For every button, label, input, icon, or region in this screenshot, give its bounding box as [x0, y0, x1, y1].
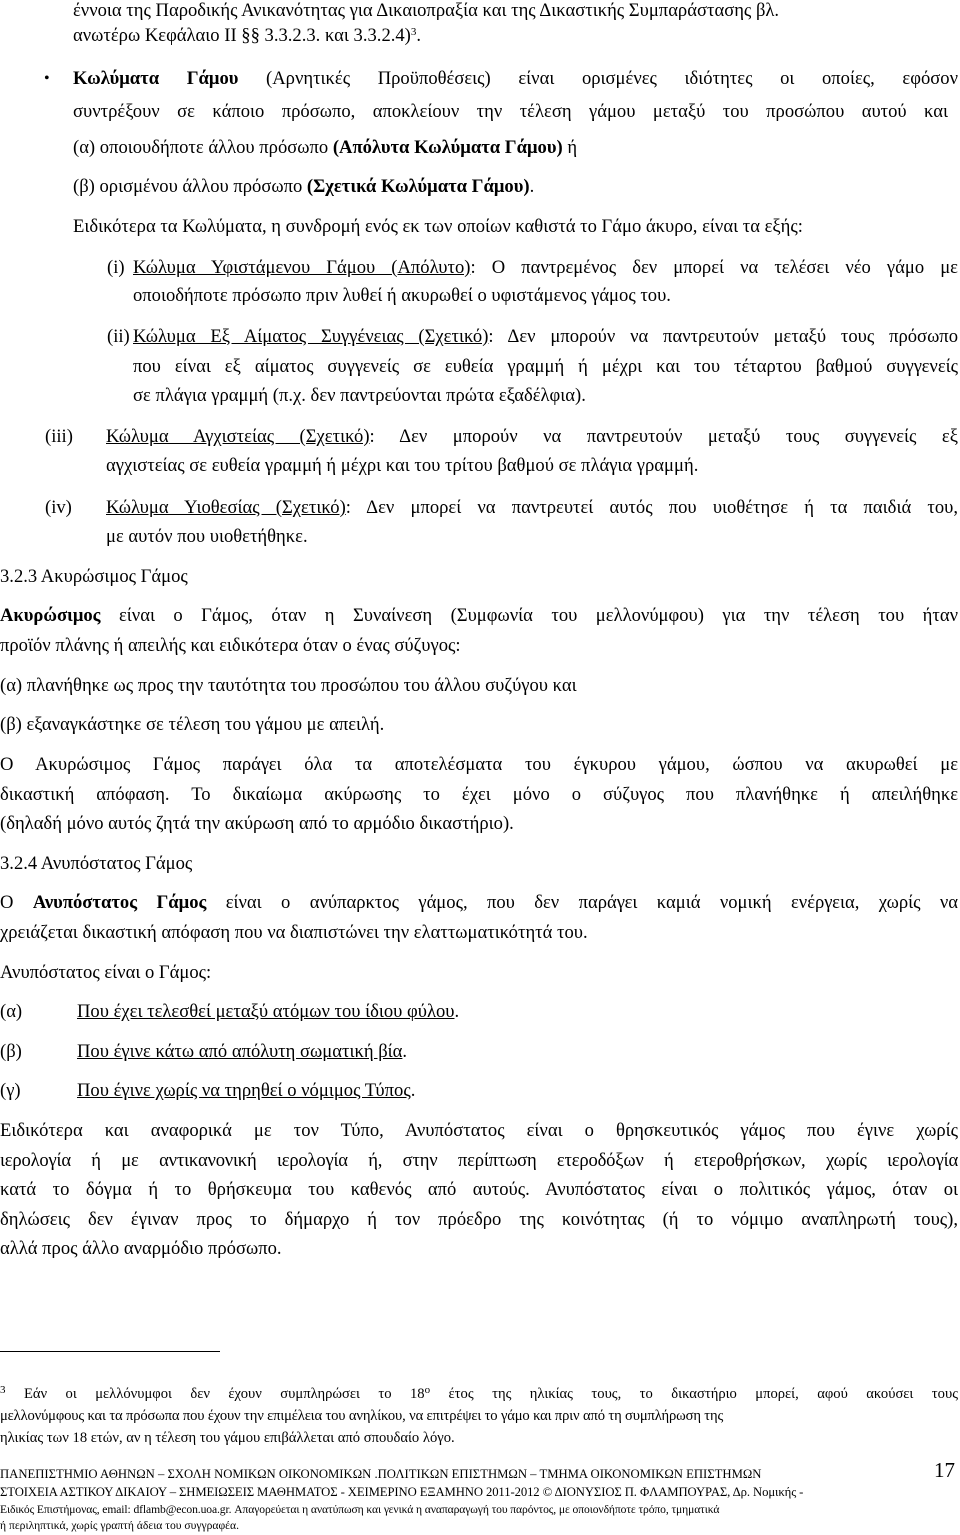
impediments-line-1: Κωλύματα Γάμου (Αρνητικές Προϋποθέσεις) είναι ορισμένες ιδιότητες οι οποίες, εφόσον: [73, 68, 958, 89]
footnote-ref-3[interactable]: 3: [410, 26, 417, 38]
voidable-p1-line-1: Ακυρώσιμος είναι ο Γάμος, όταν η Συναίνεση (Συμφωνία του μελλονύμφου) για την τέλεση του ήταν: [0, 605, 958, 626]
item-ii-line-3: σε πλάγια γραμμή (π.χ. δεν παντρεύονται πρώτα εξαδέλφια).: [133, 385, 586, 406]
nonexistent-item-a-number: (α): [0, 1001, 23, 1022]
item-ii-line-1: Κώλυμα Εξ Αίματος Συγγένειας (Σχετικό): Δεν μπορούν να παντρευτούν μεταξύ τους πρόσωπο: [133, 326, 958, 347]
footnote-number: 3: [0, 1384, 6, 1396]
footer-line-4: ή περιληπτικά, χωρίς γραπτή άδεια του συγγραφέα.: [0, 1519, 240, 1532]
voidable-item-a: (α) πλανήθηκε ως προς την ταυτότητα του προσώπου του άλλου συζύγου και: [0, 675, 577, 696]
nonexistent-p1-line-2: χρειάζεται δικαστική απόφαση που να διαπιστώνει την ελαττωματικότητά του.: [0, 922, 588, 943]
bullet-marker: •: [44, 70, 50, 87]
section-heading-nonexistent: 3.2.4 Ανυπόστατος Γάμος: [0, 853, 193, 874]
page-number: 17: [934, 1458, 955, 1482]
nonexistent-item-a: Που έχει τελεσθεί μεταξύ ατόμων του ίδιου φύλου.: [77, 1001, 460, 1022]
impediments-relative: (β) ορισμένου άλλου πρόσωπο (Σχετικά Κωλύματα Γάμου).: [73, 176, 535, 197]
nonexistent-item-c-number: (γ): [0, 1080, 21, 1101]
continuation-line-2: ανωτέρω Κεφάλαιο ΙΙ §§ 3.3.2.3. και 3.3.2.4)$^3$.: [73, 25, 422, 46]
nonexistent-item-c: Που έγινε χωρίς να τηρηθεί ο νόμιμος Τύπος.: [77, 1080, 416, 1101]
footnote-line-1: $^3$ Εάν οι μελλόνυμφοι δεν έχουν συμπληρώσει το $18^o$ έτος της ηλικίας τους, το δικαστήριο μπορεί, αφού ακούσει τους: [0, 1384, 958, 1402]
impediments-line-2: συντρέξουν σε κάποιο πρόσωπο, αποκλείουν την τέλεση γάμου μεταξύ του προσώπου αυτού και: [73, 101, 948, 122]
item-iii-number: (iii): [45, 426, 73, 447]
impediments-intro: Ειδικότερα τα Κωλύματα, η συνδρομή ενός εκ των οποίων καθιστά το Γάμο άκυρο, είναι τα εξής:: [73, 216, 803, 237]
footer-line-3: Ειδικός Επιστήμονας, email: dflamb@econ.uoa.gr. Απαγορεύεται η ανατύπωση και γενικά η αναπαραγωγή του παρόντος, με οποιονδήποτε τρόπο, τμηματικά: [0, 1503, 720, 1516]
item-ii-number: (ii): [107, 326, 130, 347]
voidable-p2-line-2: δικαστική απόφαση. Το δικαίωμα ακύρωσης το έχει μόνο ο σύζυγος που πλανήθηκε ή απειλήθηκε: [0, 784, 958, 805]
item-iv-number: (iv): [45, 497, 72, 518]
nonexistent-p2-line-1: Ειδικότερα και αναφορικά με τον Τύπο, Ανυπόστατος είναι ο θρησκευτικός γάμος που έγινε χωρίς: [0, 1120, 958, 1141]
impediments-absolute: (α) οποιουδήποτε άλλου πρόσωπο (Απόλυτα Κωλύματα Γάμου) ή: [73, 137, 578, 158]
item-i-number: (i): [107, 257, 125, 278]
continuation-line-1: έννοια της Παροδικής Ανικανότητας για Δικαιοπραξία και της Δικαστικής Συμπαράστασης βλ.: [73, 0, 780, 21]
nonexistent-p1-line-1: Ο Ανυπόστατος Γάμος είναι ο ανύπαρκτος γάμος, που δεν παράγει καμιά νομική ενέργεια, χωρίς να: [0, 892, 958, 913]
item-i-line-1: Κώλυμα Υφιστάμενου Γάμου (Απόλυτο): Ο παντρεμένος δεν μπορεί να τελέσει νέο γάμο με: [133, 257, 958, 278]
voidable-p1-line-2: προϊόν πλάνης ή απειλής και ειδικότερα όταν ο ένας σύζυγος:: [0, 635, 461, 656]
section-heading-voidable: 3.2.3 Ακυρώσιμος Γάμος: [0, 566, 188, 587]
item-iii-line-2: αγχιστείας σε ευθεία γραμμή ή μέχρι και του τρίτου βαθμού σε πλάγια γραμμή.: [106, 455, 699, 476]
footnote-divider: [0, 1351, 220, 1352]
footnote-line-2: μελλονύμφους και τα πρόσωπα που έχουν την επιμέλεια του ανηλίκου, να επιτρέψει το γάμο και πριν από τη συμπλήρωση της: [0, 1408, 724, 1424]
item-iii-line-1: Κώλυμα Αγχιστείας (Σχετικό): Δεν μπορούν να παντρευτούν μεταξύ τους συγγενείς εξ: [106, 426, 958, 447]
nonexistent-p2-line-2: ιερολογία ή με αντικανονική ιερολογία ή, στην περίπτωση ετεροδόξων ή ετεροθρήσκων, χωρίς ιερολογία: [0, 1150, 958, 1171]
nonexistent-p2-line-4: δηλώσεις δεν έγιναν προς το δήμαρχο ή τον πρόεδρο της κοινότητας (ή το νόμιμο αναπληρωτή τους),: [0, 1209, 958, 1230]
nonexistent-p2-line-3: κατά το δόγμα ή το θρήσκευμα του καθενός από αυτούς. Ανυπόστατος είναι ο πολιτικός γάμος, όταν οι: [0, 1179, 958, 1200]
item-iv-line-1: Κώλυμα Υιοθεσίας (Σχετικό): Δεν μπορεί να παντρευτεί αυτός που υιοθέτησε ή τα παιδιά του,: [106, 497, 958, 518]
footer-line-1: ΠΑΝΕΠΙΣΤΗΜΙΟ ΑΘΗΝΩΝ – ΣΧΟΛΗ ΝΟΜΙΚΩΝ ΟΙΚΟΝΟΜΙΚΩΝ .ΠΟΛΙΤΙΚΩΝ ΕΠΙΣΤΗΜΩΝ – ΤΜΗΜΑ ΟΙΚΟΝΟΜΙΚΩΝ ΕΠΙΣΤΗΜΩΝ: [0, 1467, 762, 1481]
nonexistent-item-b: Που έγινε κάτω από απόλυτη σωματική βία.: [77, 1041, 408, 1062]
footnote-line-3: ηλικίας των 18 ετών, αν η τέλεση του γάμου επιβάλλεται από σπουδαίο λόγο.: [0, 1430, 455, 1446]
footer-line-2: ΣΤΟΙΧΕΙΑ ΑΣΤΙΚΟΥ ΔΙΚΑΙΟΥ – ΣΗΜΕΙΩΣΕΙΣ ΜΑΘΗΜΑΤΟΣ - ΧΕΙΜΕΡΙΝΟ ΕΞΑΜΗΝΟ 2011-2012 © ΔΙΟΝΥΣΙΟΣ Π. ΦΛΑΜΠΟΥΡΑΣ, Δρ. Νομικής -: [0, 1485, 804, 1499]
nonexistent-p2-line-5: αλλά προς άλλο αναρμόδιο πρόσωπο.: [0, 1238, 282, 1259]
item-iv-line-2: με αυτόν που υιοθετήθηκε.: [106, 526, 308, 547]
item-i-line-2: οποιοδήποτε πρόσωπο πριν λυθεί ή ακυρωθεί ο υφιστάμενος γάμος του.: [133, 285, 671, 306]
voidable-item-b: (β) εξαναγκάστηκε σε τέλεση του γάμου με απειλή.: [0, 714, 385, 735]
nonexistent-item-b-number: (β): [0, 1041, 22, 1062]
nonexistent-intro: Ανυπόστατος είναι ο Γάμος:: [0, 962, 212, 983]
item-ii-line-2: που είναι εξ αίματος συγγενείς σε ευθεία γραμμή ή μέχρι και του τέταρτου βαθμού συγγενείς: [133, 356, 958, 377]
voidable-p2-line-3: (δηλαδή μόνο αυτός ζητά την ακύρωση από το αρμόδιο δικαστήριο).: [0, 813, 514, 834]
voidable-p2-line-1: Ο Ακυρώσιμος Γάμος παράγει όλα τα αποτελέσματα του έγκυρου γάμου, ώσπου να ακυρωθεί με: [0, 754, 958, 775]
